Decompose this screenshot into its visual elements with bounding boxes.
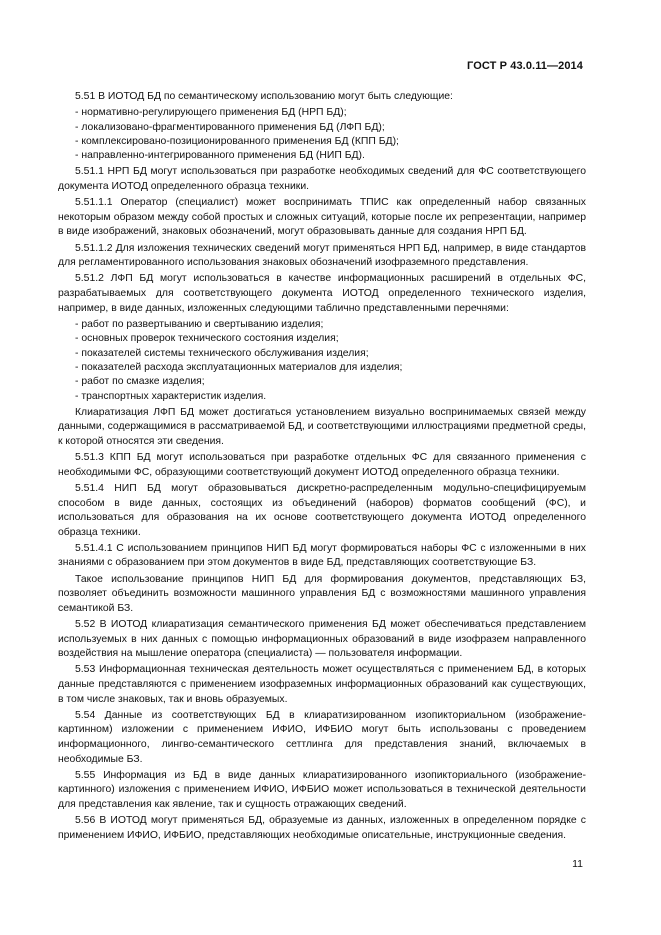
paragraph-5-56: 5.56 В ИОТОД могут применяться БД, образуемые из данных, изложенных в определенном порядке с применением ИФИО, ИФБИО, представляющих необходимые описательные, инструкционные сведения. — [58, 815, 586, 841]
table-lists — [58, 318, 586, 404]
paragraph-5-51-4-1: 5.51.4.1 С использованием принципов НИП БД могут формироваться наборы ФС с изложенными в них знаниями с образованием при этом документов в виде БД, представляющих соответствующие БЗ. — [58, 542, 586, 569]
list-item: - работ по развертыванию и свертыванию изделия; — [58, 318, 586, 332]
paragraph-5-55: 5.55 Информация из БД в виде данных клиаратизированного изопиктoриального (изображение-картинного) изложения с применением ИФИО, ИФБИО может использоваться в технической деятельности для представления как явление, так и сущность отражающих сведений. — [58, 769, 586, 810]
paragraph-5-51-1-2: 5.51.1.2 Для изложения технических сведений могут применяться НРП БД, например, в виде стандартов для регламентированного использования знаковых обозначений изофраземного представления. — [58, 242, 586, 269]
document-code-header: ГОСТ Р 43.0.11—2014 — [467, 60, 583, 72]
list-item: - комплексировано-позиционированного применения БД (КПП БД); — [58, 135, 586, 149]
paragraph-5-53: 5.53 Информационная техническая деятельность может осуществляться с применением БД, в которых данные представляются с применением изофраземных информационных образований как существующих, в том числе знаковых, так и вновь образуемых. — [58, 664, 586, 705]
document-body — [58, 90, 586, 845]
paragraph-clarification: Клиаратизация ЛФП БД может достигаться установлением визуально воспринимаемых связей между данными, содержащимися в рассматриваемой БД, и соответствующими иллюстрациями предметной среды, к которой относятся эти сведения. — [58, 406, 586, 447]
list-item: - показателей системы технического обслуживания изделия; — [58, 347, 586, 361]
list-item: - показателей расхода эксплуатационных материалов для изделия; — [58, 361, 586, 375]
paragraph-5-54: 5.54 Данные из соответствующих БД в клиаратизированном изопиктoриальном (изображение-картинном) изложении с применением ИФИО, ИФБИО могут быть использованы с проведением информационного, лингво-семантического сеттлинга для представления знаний, включаемых в необходимые БЗ. — [58, 709, 586, 765]
paragraph-5-51-4: 5.51.4 НИП БД могут образовываться дискретно-распределенным модульно-специфицируемым способом в виде данных, состоящих из объединений (наборов) форматов сообщений (ФС), и использоваться для образования на их основе соответствующего документа ИОТОД определенного образца техники. — [58, 482, 586, 538]
paragraph-5-51-2: 5.51.2 ЛФП БД могут использоваться в качестве информационных расширений в отдельных ФС, разрабатываемых для соответствующего документа ИОТОД определенного технического изделия, например, в виде данных, изложенных следующими таблично представленными перечнями: — [58, 273, 586, 314]
paragraph-5-52: 5.52 В ИОТОД клиаратизация семантического применения БД может обеспечиваться представлением используемых в них данных с помощью информационных образований в виде изофразем направленного воздействия на мышление оператора (специалиста) — пользователя информации. — [58, 619, 586, 660]
paragraph-5-51-3: 5.51.3 КПП БД могут использоваться при разработке отдельных ФС для связанного применения с необходимыми ФС, образующими соответствующий документ ИОТОД определенного образца техники. — [58, 452, 586, 478]
list-item: - основных проверок технического состояния изделия; — [58, 332, 586, 346]
paragraph-5-51-1: 5.51.1 НРП БД могут использоваться при разработке необходимых сведений для ФС соответствующего документа ИОТОД определенного образца техники. — [58, 166, 586, 192]
paragraph-5-51-1-1: 5.51.1.1 Оператор (специалист) может воспринимать ТПИС как определенный набор связанных некоторым образом между собой простых и сложных ситуаций, которые после их репрезентации, например в виде изображений, знаковых обозначений, могут образовывать данные для создания НРП БД. — [58, 197, 586, 238]
list-item: - локализовано-фрагментированного применения БД (ЛФП БД); — [58, 121, 586, 135]
paragraph-5-51: 5.51 В ИОТОД БД по семантическому использованию могут быть следующие: — [75, 91, 453, 102]
list-item: - направленно-интегрированного применения БД (НИП БД). — [58, 149, 586, 163]
list-item: - нормативно-регулирующего применения БД (НРП БД); — [58, 106, 586, 120]
list-item: - работ по смазке изделия; — [58, 375, 586, 389]
paragraph-nip-usage: Такое использование принципов НИП БД для формирования документов, представляющих БЗ, позволяет объединить возможности машинного управления БД с возможностями машинного управления семантикой БЗ. — [58, 573, 586, 614]
semantic-types-list — [58, 106, 586, 164]
page-number: 11 — [572, 858, 583, 870]
list-item: - транспортных характеристик изделия. — [58, 390, 586, 404]
